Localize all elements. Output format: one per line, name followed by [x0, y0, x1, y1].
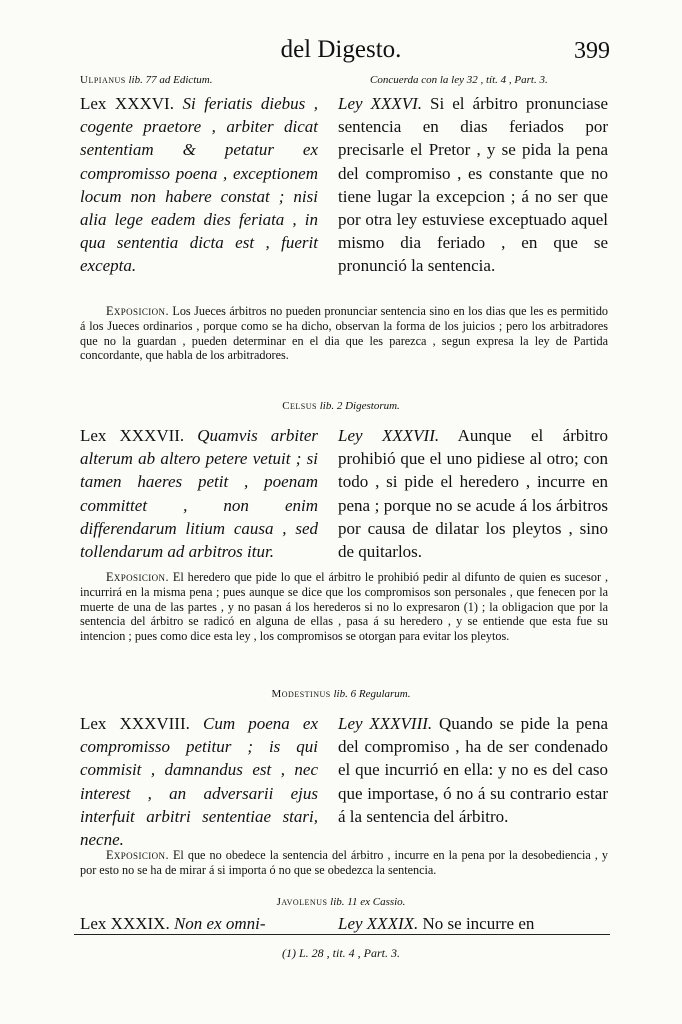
spanish-text-ley-38: Ley XXXVIII. Quando se pide la pena del compromiso , ha de ser condenado el que incurrió en ella: y no es del caso que importase, ó no á su contrario estar á la sentencia del árbitro. — [338, 714, 608, 826]
footnote-rule — [74, 934, 610, 935]
spanish-text-ley-36: Ley XXXVI. Si el árbitro pronunciase sentencia en dias feriados por precisarle el Pretor , y se pida la pena del compromiso , es constante que no tiene lugar la excepcion ; á no ser que por otra ley estuviese exceptuado aquel mismo dia feriado , en que se pronunció la sentencia. — [338, 94, 608, 276]
exposicion-37: Exposicion. El heredero que pide lo que el árbitro le prohibió pedir al difunto de quien es sucesor , incurrirá en la misma pena ; pues aunque se dice que los compromisos son personales , que fenecen por la muerte de una de las partes , y no pasan á los herederos si no lo expresaron (1) ; la obligacion que por la sentencia del árbitro se radicó en alguna de ellas , pasa á su heredero , y se entiende que esta fue su intencion ; pues como dice esta ley , los compromisos se otorgan para evitar los pleytos. — [80, 570, 608, 644]
footnote: (1) L. 28 , tit. 4 , Part. 3. — [281, 946, 400, 960]
latin-text-lex-39: Lex XXXIX. Non ex omni- — [80, 914, 266, 933]
exposicion-38: Exposicion. El que no obedece la sentencia del árbitro , incurre en la pena por la desobediencia , y por esto no se ha de mirar á si importa ó no que se obedezca la sentencia. — [80, 848, 609, 877]
latin-text-lex-37: Lex XXXVII. Quamvis arbiter alterum ab altero petere vetuit ; si tamen haeres petit , poenam committet , non enim differendarum litium causa , sed tollendarum ad arbitros itur. — [80, 426, 318, 562]
running-title: del Digesto. — [280, 36, 402, 63]
latin-text-lex-36: Lex XXXVI. Si feriatis diebus , cogente praetore , arbiter dicat sententiam & petatur ex compromisso poena , exceptionem locum non habere constat ; nisi alia lege eadem dies feriata , in qua sententia dicta est , fuerit excepta. — [80, 94, 319, 276]
source-citation-celsus: Celsus lib. 2 Digestorum. — [282, 400, 400, 412]
exposicion-36: Exposicion. Los Jueces árbitros no pueden pronunciar sentencia sino en los dias que les es permitido á los Jueces ordinarios , porque como se ha dicho, observan la forma de los juicios ; pero los arbitradores que no la guardan , pueden determinar en el dia que les parezca , segun expresa la ley de Partida concordante, que habla de los arbitradores. — [80, 304, 609, 363]
spanish-text-ley-39: Ley XXXIX. No se incurre en — [338, 914, 535, 933]
latin-law-label: Lex XXXVI. — [80, 94, 174, 113]
source-citation-ulpianus: Ulpianus lib. 77 ad Edictum. — [80, 74, 213, 86]
latin-text-lex-38: Lex XXXVIII. Cum poena ex compromisso petitur ; is qui commisit , damnandus est , nec interest , an adversarii ejus interfuit arbitri sententiae stari, necne. — [80, 714, 318, 850]
spanish-law-label: Ley XXXVI. — [338, 94, 423, 113]
concordance-note: Concuerda con la ley 32 , tít. 4 , Part. 3. — [370, 74, 548, 86]
source-citation-modestinus: Modestinus lib. 6 Regularum. — [271, 688, 411, 700]
page-number: 399 — [574, 38, 610, 64]
source-citation-javolenus: Javolenus lib. 11 ex Cassio. — [276, 896, 406, 908]
spanish-text-ley-37: Ley XXXVII. Aunque el árbitro prohibió que el uno pidiese al otro; con todo , si pide el heredero , incurre en pena ; porque no se acude á los árbitros por causa de dilatar los pleytos , sino de quitarlos. — [338, 426, 608, 562]
